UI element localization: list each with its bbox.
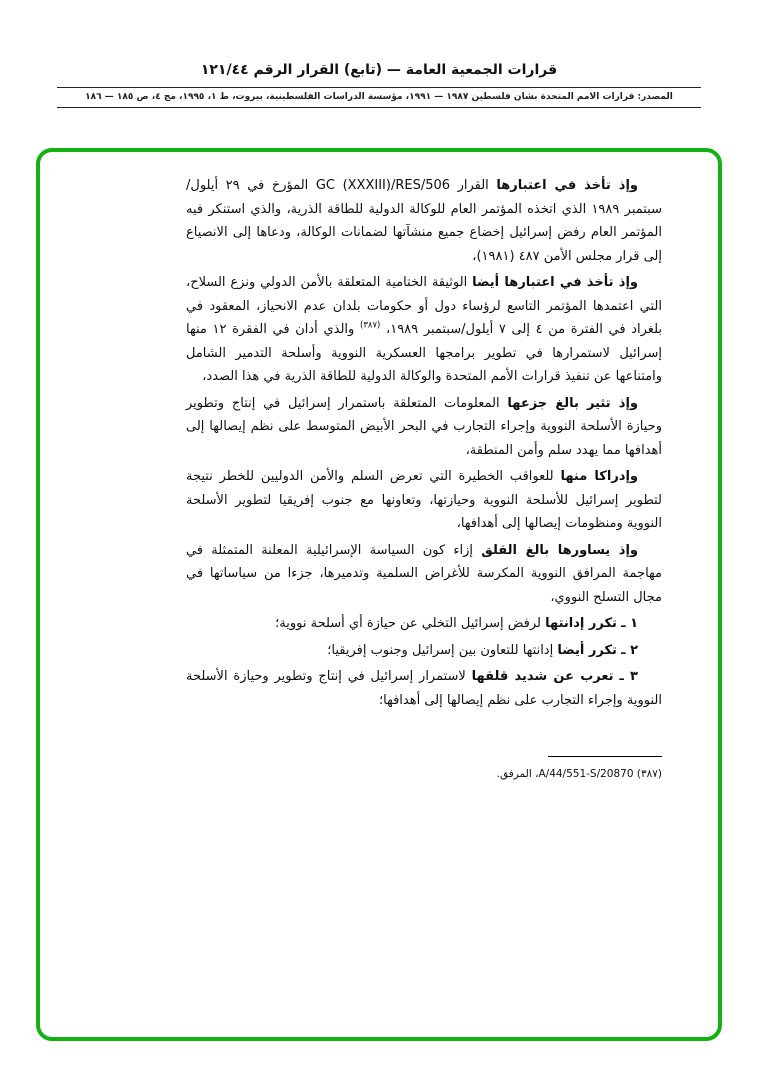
paragraph: [186, 392, 662, 463]
footnote-area: [186, 756, 662, 787]
item-text: إدانتها للتعاون بين إسرائيل وجنوب إفريقيا؛: [327, 642, 554, 658]
paragraph-lead: وإذ تأخذ في اعتبارها أيضا: [472, 275, 638, 290]
item-lead: تكرر إدانتها: [545, 616, 617, 631]
paragraph: [186, 539, 662, 610]
list-item: [186, 639, 662, 663]
footnote-reference: (٣٨٧): [359, 320, 381, 331]
paragraph-lead: وإذ يساورها بالغ القلق: [481, 542, 638, 558]
text-column: [40, 152, 718, 787]
item-number: ١ ـ: [621, 616, 638, 631]
item-lead: تكرر أيضا: [557, 642, 617, 658]
item-text: لاستمرار إسرائيل في إنتاج وتطوير وحيازة الأسلحة النووية وإجراء التجارب على نظم إيصالها إلى أهدافها؛: [186, 669, 662, 708]
item-lead: تعرب عن شديد قلقها: [471, 669, 614, 684]
paragraph-lead: وإذ تأخذ في اعتبارها: [496, 178, 638, 193]
item-text: لرفض إسرائيل التخلي عن حيازة أي أسلحة نووية؛: [275, 616, 542, 631]
paragraph-lead: وإدراكا منها: [560, 469, 639, 484]
paragraph-lead: وإذ تثير بالغ جزعها: [507, 395, 638, 411]
paragraph-text: والذي أدان في الفقرة ١٢ منها إسرائيل لاستمرارها في تطوير برامجها العسكرية النووية وأسلحة التدمير الشامل وامتناعها عن تنفيذ قرارات الأمم المتحدة والوكالة الدولية للطاقة الذرية في هذا الصدد،: [186, 322, 662, 384]
paragraph-text: المعلومات المتعلقة باستمرار إسرائيل في إنتاج وتطوير وحيازة الأسلحة النووية وإجراء التجارب في البحر الأبيض المتوسط على نظم إيصالها إلى أهدافها مما يهدد سلم وأمن المنطقة،: [186, 395, 662, 458]
source-line: المصدر: قرارات الأمم المتحدة بشأن فلسطين ١٩٨٧ — ١٩٩١، مؤسسة الدراسات الفلسطينية، بيروت، ط ١، ١٩٩٥، مج ٤، ص ١٨٥ — ١٨٦: [85, 92, 673, 102]
page-header: [0, 0, 758, 108]
paragraph-text: إزاء كون السياسة الإسرائيلية المعلنة المتمثلة في مهاجمة المرافق النووية المكرسة للأغراض السلمية وتدميرها، جزءا من سياساتها في مجال التسلح النووي،: [186, 542, 662, 605]
header-divider-bottom: [57, 107, 701, 108]
paragraph-text: القرار GC (XXXIII)/RES/506 المؤرخ في ٢٩ أيلول/سبتمبر ١٩٨٩ الذي اتخذه المؤتمر العام للوكالة الدولية للطاقة الذرية، والذي استنكر فيه المؤتمر العام رفض إسرائيل إخضاع جميع منشآتها لضمانات الوكالة، ودعاها إلى الانصياع إلى قرار مجلس الأمن ٤٨٧ (١٩٨١)،: [186, 178, 663, 264]
item-number: ٢ ـ: [621, 642, 638, 658]
page-title: قرارات الجمعية العامة — (تابع) القرار الرقم ١٢١/٤٤: [200, 62, 558, 78]
footnote: (٣٨٧) A/44/551-S/20870، المرفق.: [496, 768, 662, 780]
paragraph: [186, 271, 662, 389]
paragraph-text: للعواقب الخطيرة التي تعرض السلم والأمن الدوليين للخطر نتيجة لتطوير إسرائيل للأسلحة النووية وحيازتها، وتعاونها مع جنوب إفريقيا لتطوير الأسلحة النووية ومنظومات إيصالها إلى أهدافها،: [186, 469, 662, 531]
paragraph-text: الوثيقة الختامية المتعلقة بالأمن الدولي ونزع السلاح، التي اعتمدها المؤتمر التاسع لرؤساء دول أو حكومات بلدان عدم الانحياز، المعقود في بلغراد في الفترة من ٤ إلى ٧ أيلول/سبتمبر ١٩٨٩،: [186, 275, 662, 337]
list-item: [186, 612, 662, 636]
item-number: ٣ ـ: [619, 669, 638, 684]
header-divider-top: [57, 87, 701, 88]
content-frame: [36, 148, 722, 1041]
paragraph: [186, 174, 662, 268]
footnote-divider: [548, 756, 662, 757]
list-item: [186, 665, 662, 712]
paragraph: [186, 465, 662, 536]
